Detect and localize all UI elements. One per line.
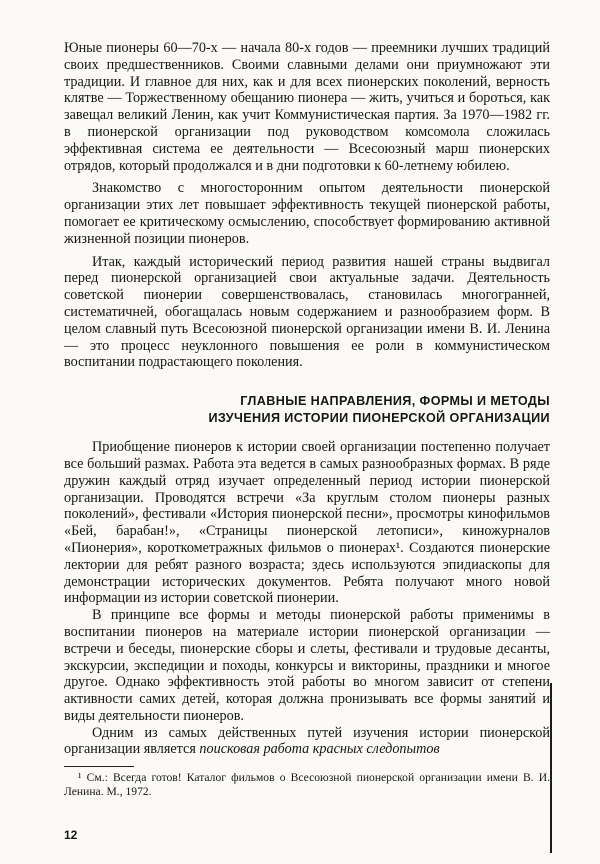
section-heading-line-1: ГЛАВНЫЕ НАПРАВЛЕНИЯ, ФОРМЫ И МЕТОДЫ bbox=[240, 394, 550, 409]
paragraph-5: В принципе все формы и методы пионерской работы применимы в воспитании пионеров на материале истории пионерской организации — встречи и беседы, пионерские сборы и слеты, фестивали и трудовые десанты, экскурсии, экспедиции и походы, конкурсы и викторины, праздники и многое другое. Однако эффективность этой работы во многом зависит от степени активности самих детей, которая должна пронизывать все формы занятий и виды деятельности пионеров. bbox=[64, 607, 550, 724]
paragraph-6-emphasis: поисковая работа красных следопытов bbox=[199, 741, 440, 758]
footnote-divider bbox=[64, 766, 134, 767]
footnote: ¹ См.: Всегда готов! Каталог фильмов о Всесоюзной пионерской организации имени В. И. Ленина. М., 1972. bbox=[64, 771, 550, 799]
paragraph-6 bbox=[64, 725, 550, 759]
paragraph-1: Юные пионеры 60—70-х — начала 80-х годов — преемники лучших традиций своих предшественников. Своими славными делами они приумножают эти традиции. И главное для них, как и для всех пионерских поколений, верность клятве — Торжественному обещанию пионера — жить, учиться и бороться, как завещал великий Ленин, как учит Коммунистическая партия. За 1970—1982 гг. в пионерской организации под руководством комсомола сложилась эффективная система ее деятельности — Всесоюзный марш пионерских отрядов, который продолжался и в дни подготовки к 60-летнему юбилею. bbox=[64, 40, 550, 174]
page-number: 12 bbox=[64, 828, 78, 842]
page-edge-line bbox=[550, 683, 552, 853]
paragraph-2: Знакомство с многосторонним опытом деятельности пионерской организации этих лет повышает эффективность текущей пионерской работы, помогает ее критическому осмыслению, способствует формированию активной жизненной позиции пионеров. bbox=[64, 180, 550, 247]
paragraph-3: Итак, каждый исторический период развития нашей страны выдвигал перед пионерской организацией свои актуальные задачи. Деятельность советской пионерии совершенствовалась, становилась многогранней, систематичней, обогащалась новым содержанием и разнообразием форм. В целом славный путь Всесоюзной пионерской организации имени В. И. Ленина — это процесс неуклонного повышения ее роли в коммунистическом воспитании подрастающего поколения. bbox=[64, 253, 550, 371]
section-heading-line-2: ИЗУЧЕНИЯ ИСТОРИИ ПИОНЕРСКОЙ ОРГАНИЗАЦИИ bbox=[208, 411, 550, 426]
section-heading bbox=[64, 393, 550, 427]
paragraph-6-text: Одним из самых действенных путей изучения истории пионерской организации является bbox=[64, 724, 550, 758]
paragraph-4: Приобщение пионеров к истории своей организации постепенно получает все больший размах. Работа эта ведется в самых разнообразных формах. В ряде дружин каждый отряд изучает определенный период истории пионерской организации. Проводятся встречи «За круглым столом пионеры разных поколений», фестивали «История пионерской песни», просмотры кинофильмов «Бей, барабан!», «Страницы пионерской летописи», киножурналов «Пионерия», короткометражных фильмов о пионерах¹. Создаются пионерские лектории для ребят разного возраста; здесь используются эпидиаскопы для демонстрации исторических документов. Ребята получают много новой информации из истории советской пионерии. bbox=[64, 439, 550, 607]
text-column bbox=[64, 40, 550, 799]
